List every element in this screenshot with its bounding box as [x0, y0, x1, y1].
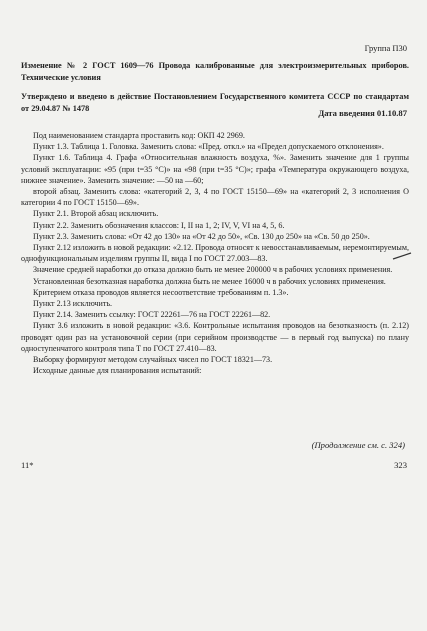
- amendment-header: [21, 60, 409, 114]
- paragraph: Под наименованием стандарта проставить код: ОКП 42 2969.: [33, 131, 245, 140]
- amendment-title: Изменение № 2 ГОСТ 1609—76 Провода калиброванные для электроизмерительных приборов. Технические условия: [21, 61, 409, 82]
- paragraph: Пункт 1.3. Таблица 1. Головка. Заменить слова: «Пред. откл.» на «Предел допускаемого отклонения».: [33, 142, 384, 152]
- paragraph: Пункт 2.3. Заменить слова: «От 42 до 130» на «От 42 до 50», «Св. 130 до 250» на «Св. 50 до 250».: [33, 231, 370, 241]
- effective-date: Дата введения 01.10.87: [318, 108, 407, 118]
- paragraph: Пункт 2.1. Второй абзац исключить.: [33, 209, 159, 219]
- paragraph: Пункт 2.12 изложить в новой редакции: «2.12. Провода относят к невосстанавливаемым, неремонтируемым, однофункциональным изделиям группы II, вида I по ГОСТ 27.003—83.: [21, 243, 409, 264]
- paragraph: Пункт 3.6 изложить в новой редакции: «3.6. Контрольные испытания проводов на безотказность (п. 2.12) проводят один раз на установочной серии (при серийном производстве — в первый год выпуска) по плану одноступенчатого контроля типа Т по ГОСТ 27.410—83.: [21, 321, 409, 353]
- group-code: Группа П30: [364, 43, 407, 53]
- paragraph: Пункт 2.2. Заменить обозначения классов: I, II на 1, 2; IV, V, VI на 4, 5, 6.: [33, 220, 285, 230]
- page-number: 323: [394, 460, 407, 470]
- signature-mark: 11*: [21, 460, 34, 470]
- paragraph: Критерием отказа проводов является несоответствие требованиям п. 1.3».: [33, 287, 289, 297]
- approval-text: Утверждено и введено в действие Постановлением Государственного комитета СССР по стандартам от 29.04.87 № 1478: [21, 92, 409, 113]
- paragraph: Пункт 1.6. Таблица 4. Графа «Относительная влажность воздуха, %». Заменить значение для 1 группы условий эксплуатации: «95 (при t=35 °С)» на «98 (при t=35 °С)»; графа «Температура окружающего воздуха, нижнее значение». Заменить значение: —50 на —60;: [21, 153, 409, 185]
- paragraph: Выборку формируют методом случайных чисел по ГОСТ 18321—73.: [33, 355, 273, 365]
- paragraph: Значение средней наработки до отказа должно быть не менее 200000 ч в рабочих условиях применения.: [33, 265, 393, 275]
- paragraph: Исходные данные для планирования испытаний:: [33, 366, 202, 376]
- continued-note: (Продолжение см. с. 324): [311, 440, 405, 450]
- pen-mark-icon: [392, 252, 412, 260]
- paragraph: Пункт 2.14. Заменить ссылку: ГОСТ 22261—76 на ГОСТ 22261—82.: [33, 310, 271, 320]
- paragraph: второй абзац. Заменить слова: «категорий 2, 3, 4 по ГОСТ 15150—69» на «категорий 2, 3 исполнения О категории 4 по ГОСТ 15150—69».: [21, 187, 409, 208]
- paragraph: Установленная безотказная наработка должна быть не менее 16000 ч в рабочих условиях применения.: [33, 276, 386, 286]
- amendment-body: [21, 130, 409, 376]
- paragraph: Пункт 2.13 исключить.: [33, 299, 113, 309]
